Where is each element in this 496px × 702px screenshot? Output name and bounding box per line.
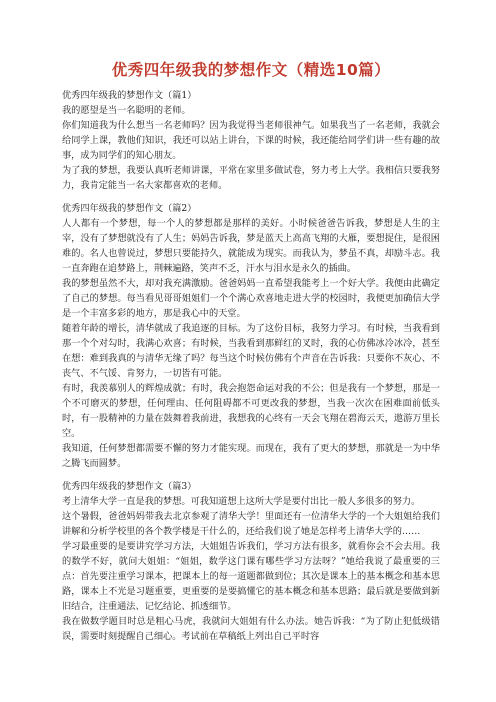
paragraph: 随着年龄的增长，清华就成了我追逐的目标。为了这份目标，我努力学习。有时候，当我看到那一个个对勾时，我满心欢喜；有时候，当我看到那鲜红的叉时，我的心仿佛冰冷冰冷，甚至在想：难到我真的与清华无缘了吗？每当这个时候仿佛有个声音在告诉我：只要你不灰心、不丧气、不气馁、肯努力，一切皆有可能。 <box>62 323 440 379</box>
paragraph: 有时，我羡慕别人的辉煌成就；有时，我会抱怨命运对我的不公；但是我有一个梦想，那是一个不可磨灭的梦想，任何理由、任何阻碍都不可更改我的梦想，当我一次次在困难面前低头时，有一股精神的力量在鼓舞着我前进，我想我的心终有一天会飞翔在碧海云天，遨游万里长空。 <box>62 383 440 439</box>
section-heading: 优秀四年级我的梦想作文（篇1） <box>62 90 197 101</box>
document-title: 优秀四年级我的梦想作文（精选10篇） <box>111 61 391 79</box>
paragraph: 学习最重要的是要讲究学习方法，大姐姐告诉我们，学习方法有很多，就看你会不会去用。我的数学不好，就问大姐姐：“姐姐，数学这门课有哪些学习方法呀？”她给我说了最重要的三点：首先要注重学习课本，把课本上的每一道题都做到位；其次是课本上的基本概念和基本思路，课本上不光是习题重要，更重要的是要搞懂它的基本概念和基本思路；最后就是要做到新旧结合，注重通法、记忆结论、抓透细节。 <box>62 541 440 612</box>
paragraph: 我在做数学题目时总是粗心马虎，我就问大姐姐有什么办法。她告诉我：“为了防止犯低级错误，需要时刻提醒自己细心。考试前在草稿纸上列出自己平时容 <box>62 616 440 642</box>
paragraph: 人人都有一个梦想，每一个人的梦想都是那样的美好。小时候爸爸告诉我，梦想是人生的主宰，没有了梦想就没有了人生；妈妈告诉我，梦是蓝天上高高飞翔的大雁，要想捉住，是很困难的。名人也曾说过，梦想只要能持久，就能成为现实。而我认为，梦虽不真，却励斗志。我一直奔跑在追梦路上，荆棘遍路，笑声不乏，汗水与泪水是永久的插曲。 <box>62 218 440 274</box>
paragraph: 这个暑假，爸爸妈妈带我去北京参观了清华大学！里面还有一位清华大学的一个大姐姐给我们讲解和分析学校里的各个教学楼是干什么的，还给我们说了她是怎样考上清华大学的…… <box>62 511 440 537</box>
essay-section-3 <box>62 479 440 644</box>
paragraph: 你们知道我为什么想当一名老师吗？因为我觉得当老师很神气。如果我当了一名老师，我就会给同学上课，教他们知识，我还可以站上讲台，下课的时候，我还能给同学们讲一些有趣的故事，成为同学们的知心朋友。 <box>62 120 440 161</box>
essay-section-2 <box>62 201 440 471</box>
section-heading: 优秀四年级我的梦想作文（篇2） <box>62 203 197 214</box>
paragraph: 我的梦想虽然不大，却对我充满激励。爸爸妈妈一直希望我能考上一个好大学。我便由此确定了自己的梦想。每当看见哥哥姐姐们一个个满心欢喜地走进大学的校园时，我便更加确信大学是一个丰富多彩的地方，那是我心中的天堂。 <box>62 278 440 319</box>
paragraph: 考上清华大学一直是我的梦想。可我知道想上这所大学是要付出比一般人多很多的努力。 <box>62 496 421 507</box>
paragraph: 我的愿望是当一名聪明的老师。 <box>62 105 191 116</box>
essay-section-1 <box>62 88 440 193</box>
paragraph: 为了我的梦想，我要认真听老师讲课，平常在家里多做试卷，努力考上大学。我相信只要我努力，我肯定能当一名大家都喜欢的老师。 <box>62 165 440 191</box>
paragraph: 我知道，任何梦想都需要不懈的努力才能实现。而现在，我有了更大的梦想，那就是一为中华之腾飞而圆梦。 <box>62 443 440 469</box>
section-heading: 优秀四年级我的梦想作文（篇3） <box>62 481 197 492</box>
